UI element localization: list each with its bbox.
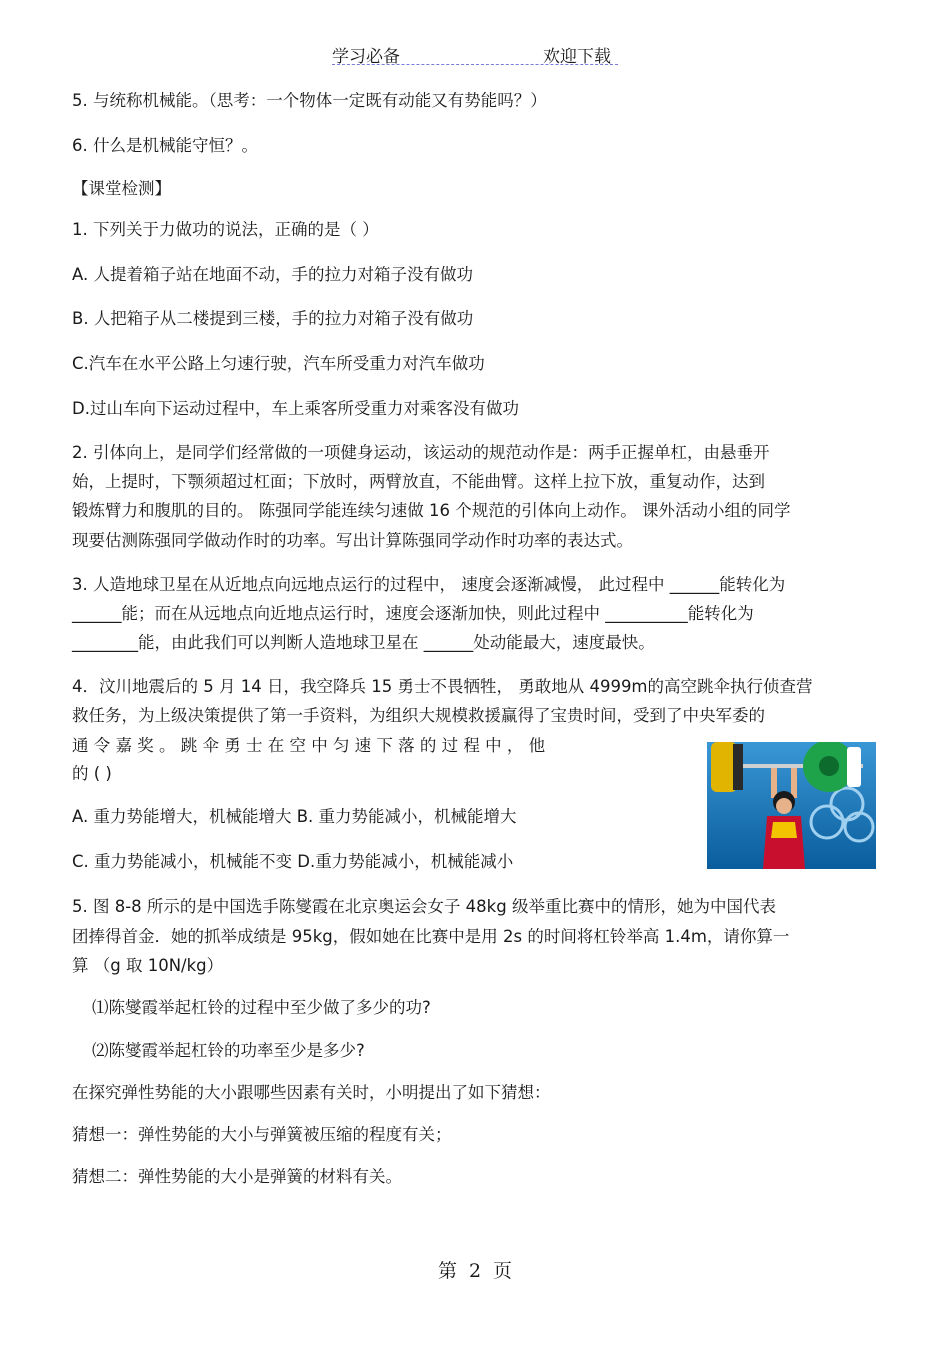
header-dashed-underline	[332, 64, 618, 65]
question-4-options-ab: A. 重力势能增大，机械能增大 B. 重力势能减小，机械能增大	[72, 807, 517, 826]
footer-prefix: 第	[437, 1260, 457, 1282]
option-d: D.过山车向下运动过程中，车上乘客所受重力对乘客没有做功	[72, 399, 519, 418]
question-3-line: ________能，由此我们可以判断人造地球卫星在 ______处动能最大，速度最快。	[72, 633, 655, 652]
question-4-line: 的 ( )	[72, 764, 112, 783]
question-4-line: 救任务，为上级决策提供了第一手资料，为组织大规模救援赢得了宝贵时间，受到了中央军委的	[72, 706, 765, 725]
weightlifter-photo	[707, 742, 876, 869]
option-c: C.汽车在水平公路上匀速行驶，汽车所受重力对汽车做功	[72, 354, 485, 373]
text-line: 6. 什么是机械能守恒？。	[72, 136, 258, 155]
page-footer	[0, 1256, 950, 1283]
question-4-line: 通 令 嘉 奖 。 跳 伞 勇 士 在 空 中 匀 速 下 落 的 过 程 中 ， 他	[72, 736, 546, 755]
option-a: A. 人提着箱子站在地面不动，手的拉力对箱子没有做功	[72, 265, 473, 284]
question-1: 1. 下列关于力做功的说法，正确的是（ ）	[72, 220, 379, 239]
question-5-sub-1: ⑴陈燮霞举起杠铃的过程中至少做了多少的功?	[92, 998, 431, 1017]
section-heading: 【课堂检测】	[72, 179, 171, 198]
weightlifter-illustration	[707, 742, 876, 869]
question-6-intro: 在探究弹性势能的大小跟哪些因素有关时，小明提出了如下猜想：	[72, 1083, 551, 1102]
question-5-line: 5. 图 8-8 所示的是中国选手陈燮霞在北京奥运会女子 48kg 级举重比赛中的情形，她为中国代表	[72, 897, 776, 916]
question-2-line: 现要估测陈强同学做动作时的功率。写出计算陈强同学动作时功率的表达式。	[72, 531, 633, 550]
question-5-line: 算 （g 取 10N/kg）	[72, 956, 224, 975]
question-2-line: 2. 引体向上，是同学们经常做的一项健身运动，该运动的规范动作是：两手正握单杠，由悬垂开	[72, 443, 770, 462]
question-4-line: 4．汶川地震后的 5 月 14 日，我空降兵 15 勇士不畏牺牲， 勇敢地从 4999m的高空跳伞执行侦查营	[72, 677, 813, 696]
question-3-line: ______能；而在从远地点向近地点运行时，速度会逐渐加快，则此过程中 __________能转化为	[72, 604, 754, 623]
question-5-line: 团捧得首金．她的抓举成绩是 95kg，假如她在比赛中是用 2s 的时间将杠铃举高 1.4m，请你算一	[72, 927, 790, 946]
option-b: B. 人把箱子从二楼提到三楼，手的拉力对箱子没有做功	[72, 309, 474, 328]
hypothesis-1: 猜想一：弹性势能的大小与弹簧被压缩的程度有关；	[72, 1125, 452, 1144]
page-header	[0, 42, 950, 68]
header-right-text: 欢迎下载	[543, 47, 611, 67]
question-2-line: 锻炼臂力和腹肌的目的。 陈强同学能连续匀速做 16 个规范的引体向上动作。 课外活动小组的同学	[72, 501, 791, 520]
question-4-options-cd: C. 重力势能减小，机械能不变 D.重力势能减小，机械能减小	[72, 852, 514, 871]
question-5-sub-2: ⑵陈燮霞举起杠铃的功率至少是多少?	[92, 1041, 365, 1060]
hypothesis-2: 猜想二：弹性势能的大小是弹簧的材料有关。	[72, 1167, 402, 1186]
question-2-line: 始，上提时，下颚须超过杠面；下放时，两臂放直，不能曲臂。这样上拉下放，重复动作，达到	[72, 472, 765, 491]
footer-suffix: 页	[493, 1260, 513, 1282]
question-3-line: 3. 人造地球卫星在从近地点向远地点运行的过程中， 速度会逐渐减慢， 此过程中 ______能转化为	[72, 575, 786, 594]
text-line: 5. 与统称机械能。（思考：一个物体一定既有动能又有势能吗？）	[72, 91, 547, 110]
page-number: 2	[468, 1260, 482, 1282]
header-left-text: 学习必备	[332, 47, 400, 67]
